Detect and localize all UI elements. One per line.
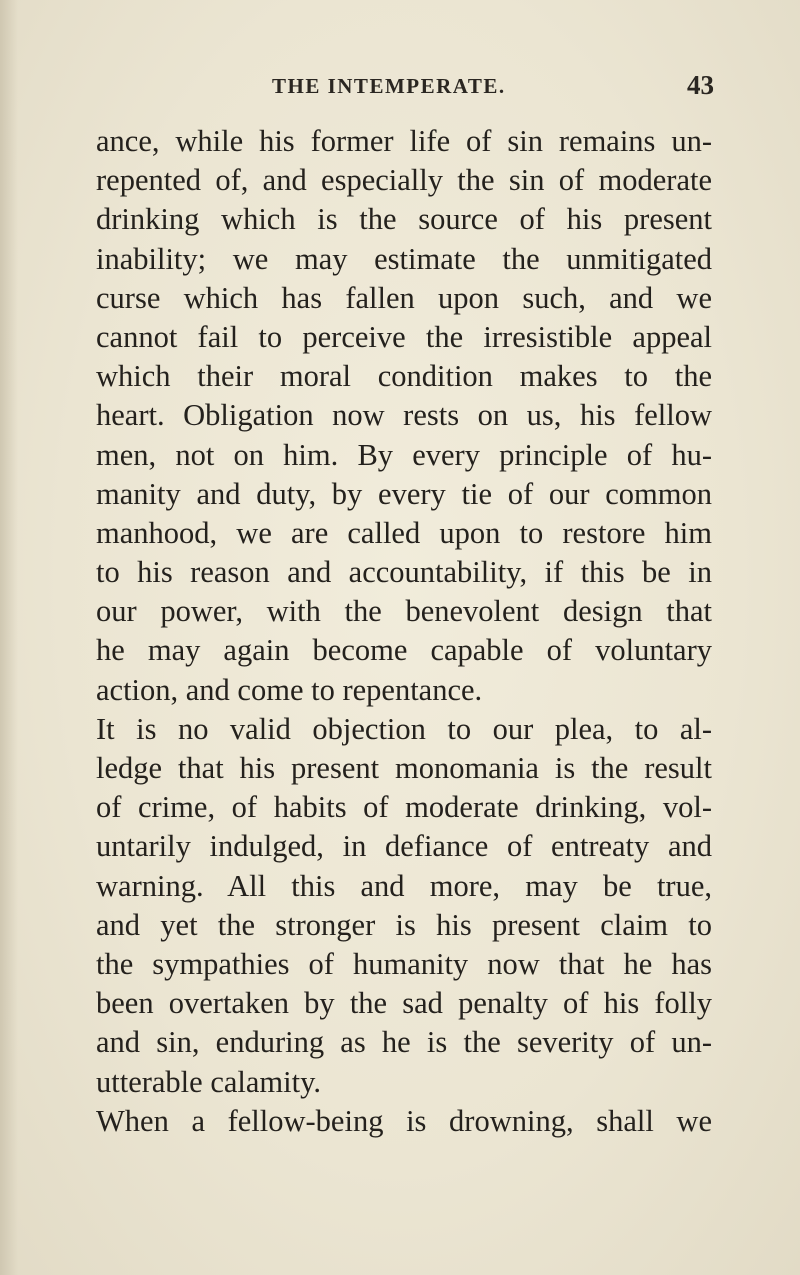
text-line: warning. All this and more, may be true, [96,868,712,903]
text-line: repented of, and especially the sin of moderate [96,163,712,198]
text-line: manhood, we are called upon to restore him [96,515,712,550]
text-line: drinking which is the source of his present [96,202,712,237]
page-gutter-shadow [0,0,18,1275]
text-line: untarily indulged, in defiance of entreaty and [96,829,712,864]
running-head: THE INTEMPERATE. [272,74,506,98]
text-line: of crime, of habits of moderate drinking, vol- [96,790,712,825]
text-line: manity and duty, by every tie of our common [96,476,712,511]
text-line: and sin, enduring as he is the severity of un- [96,1025,712,1060]
text-line: our power, with the benevolent design that [96,594,712,629]
text-line: inability; we may estimate the unmitigated [96,241,712,276]
text-line: the sympathies of humanity now that he has [96,946,712,981]
text-line: cannot fail to perceive the irresistible appeal [96,319,712,354]
text-line: ance, while his former life of sin remains un- [96,124,712,158]
text-line: When a fellow-being is drowning, shall we [96,1103,712,1138]
body-text [96,122,712,1141]
text-line: men, not on him. By every principle of hu- [96,437,712,472]
text-line: utterable calamity. [96,1064,321,1099]
page-number: 43 [687,70,714,100]
text-line: which their moral condition makes to the [96,359,712,394]
text-line: It is no valid objection to our plea, to al- [96,711,712,746]
text-line: ledge that his present monomania is the result [96,751,712,785]
text-line: he may again become capable of voluntary [96,633,712,668]
text-line: and yet the stronger is his present claim to [96,907,712,942]
text-line: been overtaken by the sad penalty of his folly [96,986,712,1021]
text-line: heart. Obligation now rests on us, his fellow [96,398,712,433]
page-header [96,70,720,104]
text-line: to his reason and accountability, if this be in [96,555,712,590]
text-line: action, and come to repentance. [96,672,483,707]
text-line: curse which has fallen upon such, and we [96,280,712,315]
